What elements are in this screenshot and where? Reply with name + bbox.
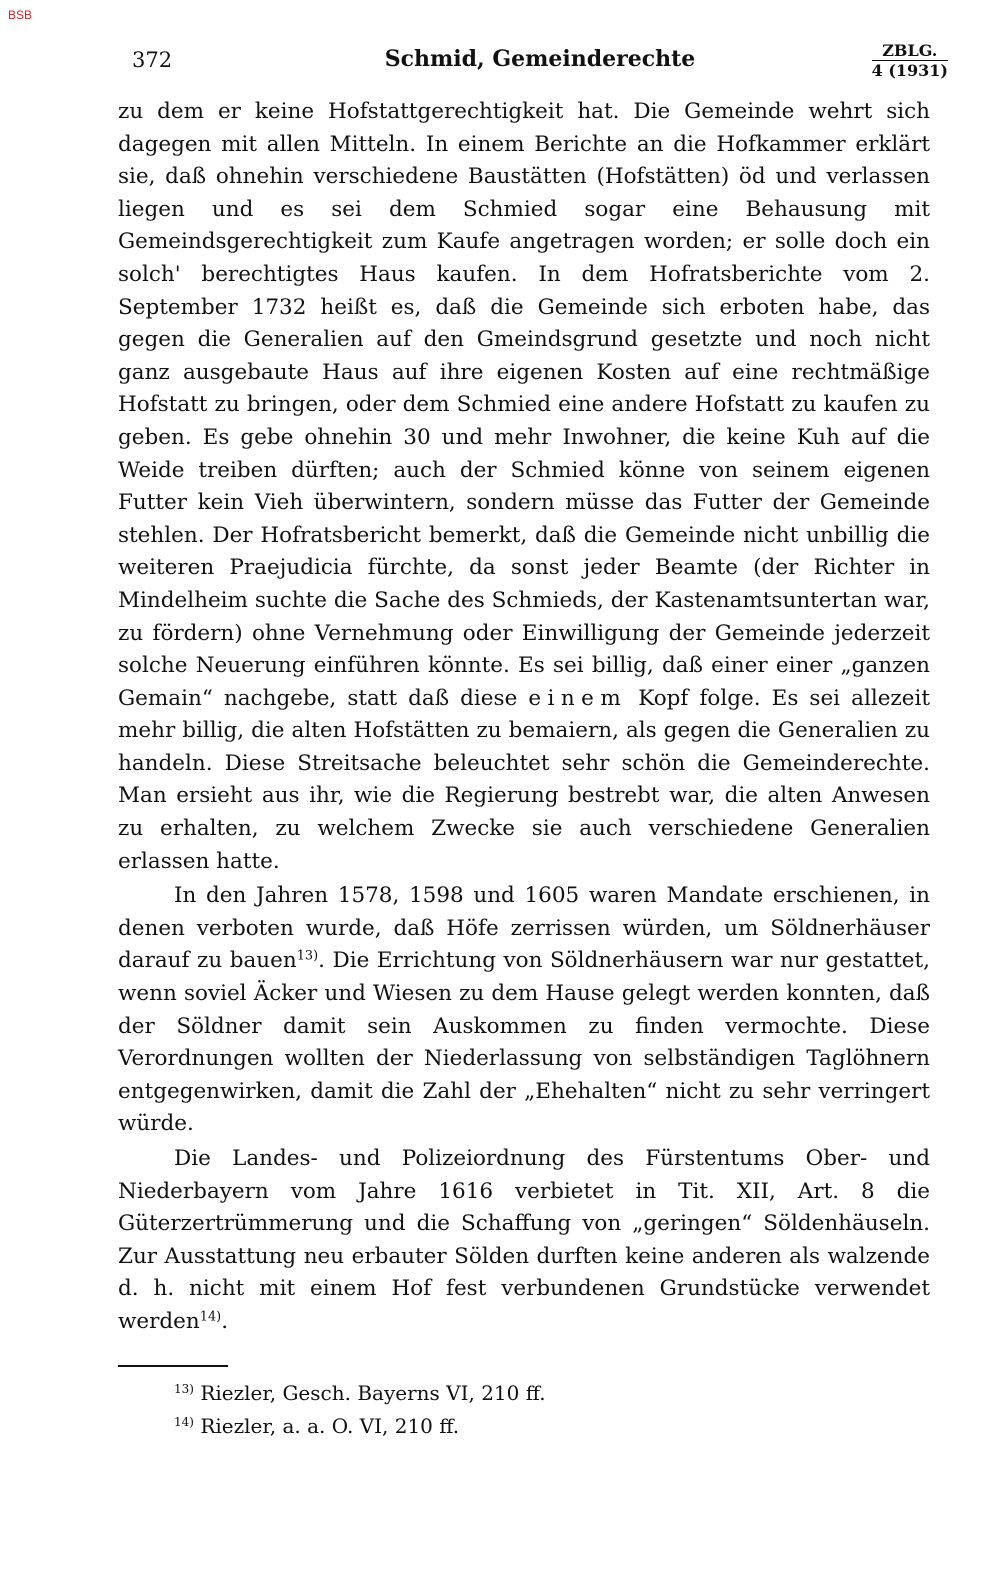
- paragraph-3: [118, 1143, 930, 1339]
- spaced-emphasis: einem: [528, 685, 628, 711]
- paragraph-1-text-b: Kopf folge. Es sei allezeit mehr billig, die alten Hofstätten zu bemaiern, als gegen die Generalien zu handeln. Diese Streitsache beleuchtet sehr schön die Gemeinderechte. Man ersieht aus ihr, wie die Regierung bestrebt war, die alten Anwesen zu erhalten, zu welchem Zwecke sie auch verschiedene Generalien erlassen hatte.: [118, 685, 930, 874]
- footnote-ref-13[interactable]: 13): [296, 948, 319, 964]
- paragraph-2-text-a: In den Jahren 1578, 1598 und 1605 waren Mandate erschienen, in denen verboten wurde, daß Höfe zerrissen würden, um Söldnerhäuser darauf zu bauen: [118, 883, 930, 974]
- library-mark: BSB: [8, 8, 33, 22]
- journal-reference: [872, 42, 948, 79]
- footnote-13-text: Riezler, Gesch. Bayerns VI, 210 ff.: [200, 1380, 546, 1405]
- footnote-14: [174, 1410, 930, 1443]
- footnote-divider: [118, 1365, 228, 1367]
- paragraph-2: [118, 880, 930, 1141]
- paragraph-2-text-b: . Die Errichtung von Söldnerhäusern war nur gestattet, wenn soviel Äcker und Wiesen zu dem Hause gelegt werden konnten, daß der Söldner damit sein Auskommen zu finden vermochte. Diese Verordnungen wollten der Niederlassung von selbständigen Taglöhnern entgegenwirken, damit die Zahl der „Ehehalten“ nicht zu sehr verringert würde.: [118, 948, 930, 1137]
- footnote-14-mark: 14): [174, 1414, 194, 1429]
- page-header: [132, 42, 948, 88]
- footnote-ref-14[interactable]: 14): [199, 1309, 222, 1325]
- journal-volume: 4 (1931): [871, 60, 948, 80]
- footnote-13-mark: 13): [174, 1381, 194, 1396]
- journal-abbreviation: ZBLG.: [872, 42, 948, 61]
- paragraph-3-text-a: Die Landes- und Polizeiordnung des Fürstentums Ober- und Niederbayern vom Jahre 1616 verbietet in Tit. XII, Art. 8 die Güterzertrümmerung und die Schaffung von „geringen“ Söldenhäuseln. Zur Ausstattung neu erbauter Sölden durften keine anderen als walzende d. h. nicht mit einem Hof fest verbundenen Grundstücke verwendet werden: [118, 1146, 930, 1334]
- paragraph-1: [118, 96, 930, 878]
- page-number: 372: [132, 48, 173, 72]
- paragraph-3-text-b: .: [221, 1308, 229, 1334]
- running-title: Schmid, Gemeinderechte: [384, 46, 696, 72]
- footnote-14-text: Riezler, a. a. O. VI, 210 ff.: [200, 1413, 460, 1438]
- main-text: [118, 96, 930, 1443]
- paragraph-1-text-a: zu dem er keine Hofstattgerechtigkeit hat. Die Gemeinde wehrt sich dagegen mit allen Mitteln. In einem Berichte an die Hofkammer erklärt sie, daß ohnehin verschiedene Baustätten (Hofstätten) öd und verlassen liegen und es sei dem Schmied sogar eine Behausung mit Gemeindsgerechtigkeit zum Kaufe angetragen worden; er solle doch ein solch' berechtigtes Haus kaufen. In dem Hofratsberichte vom 2. September 1732 heißt es, daß die Gemeinde sich erboten habe, das gegen die Generalien auf den Gmeindsgrund gesetzte und noch nicht ganz ausgebaute Haus auf ihre eigenen Kosten auf eine rechtmäßige Hofstatt zu bringen, oder dem Schmied eine andere Hofstatt zu kaufen zu geben. Es gebe ohnehin 30 und mehr Inwohner, die keine Kuh auf die Weide treiben dürften; auch der Schmied könne von seinem eigenen Futter kein Vieh überwintern, sondern müsse das Futter der Gemeinde stehlen. Der Hofratsbericht bemerkt, daß die Gemeinde nicht unbillig die weiteren Praejudicia fürchte, da sonst jeder Beamte (der Richter in Mindelheim suchte die Sache des Schmieds, der Kastenamtsuntertan war, zu fördern) ohne Vernehmung oder Einwilligung der Gemeinde jederzeit solche Neuerung einführen könnte. Es sei billig, daß einer einer „ganzen Gemain“ nachgebe, statt daß diese: [118, 99, 930, 711]
- footnote-13: [174, 1377, 930, 1410]
